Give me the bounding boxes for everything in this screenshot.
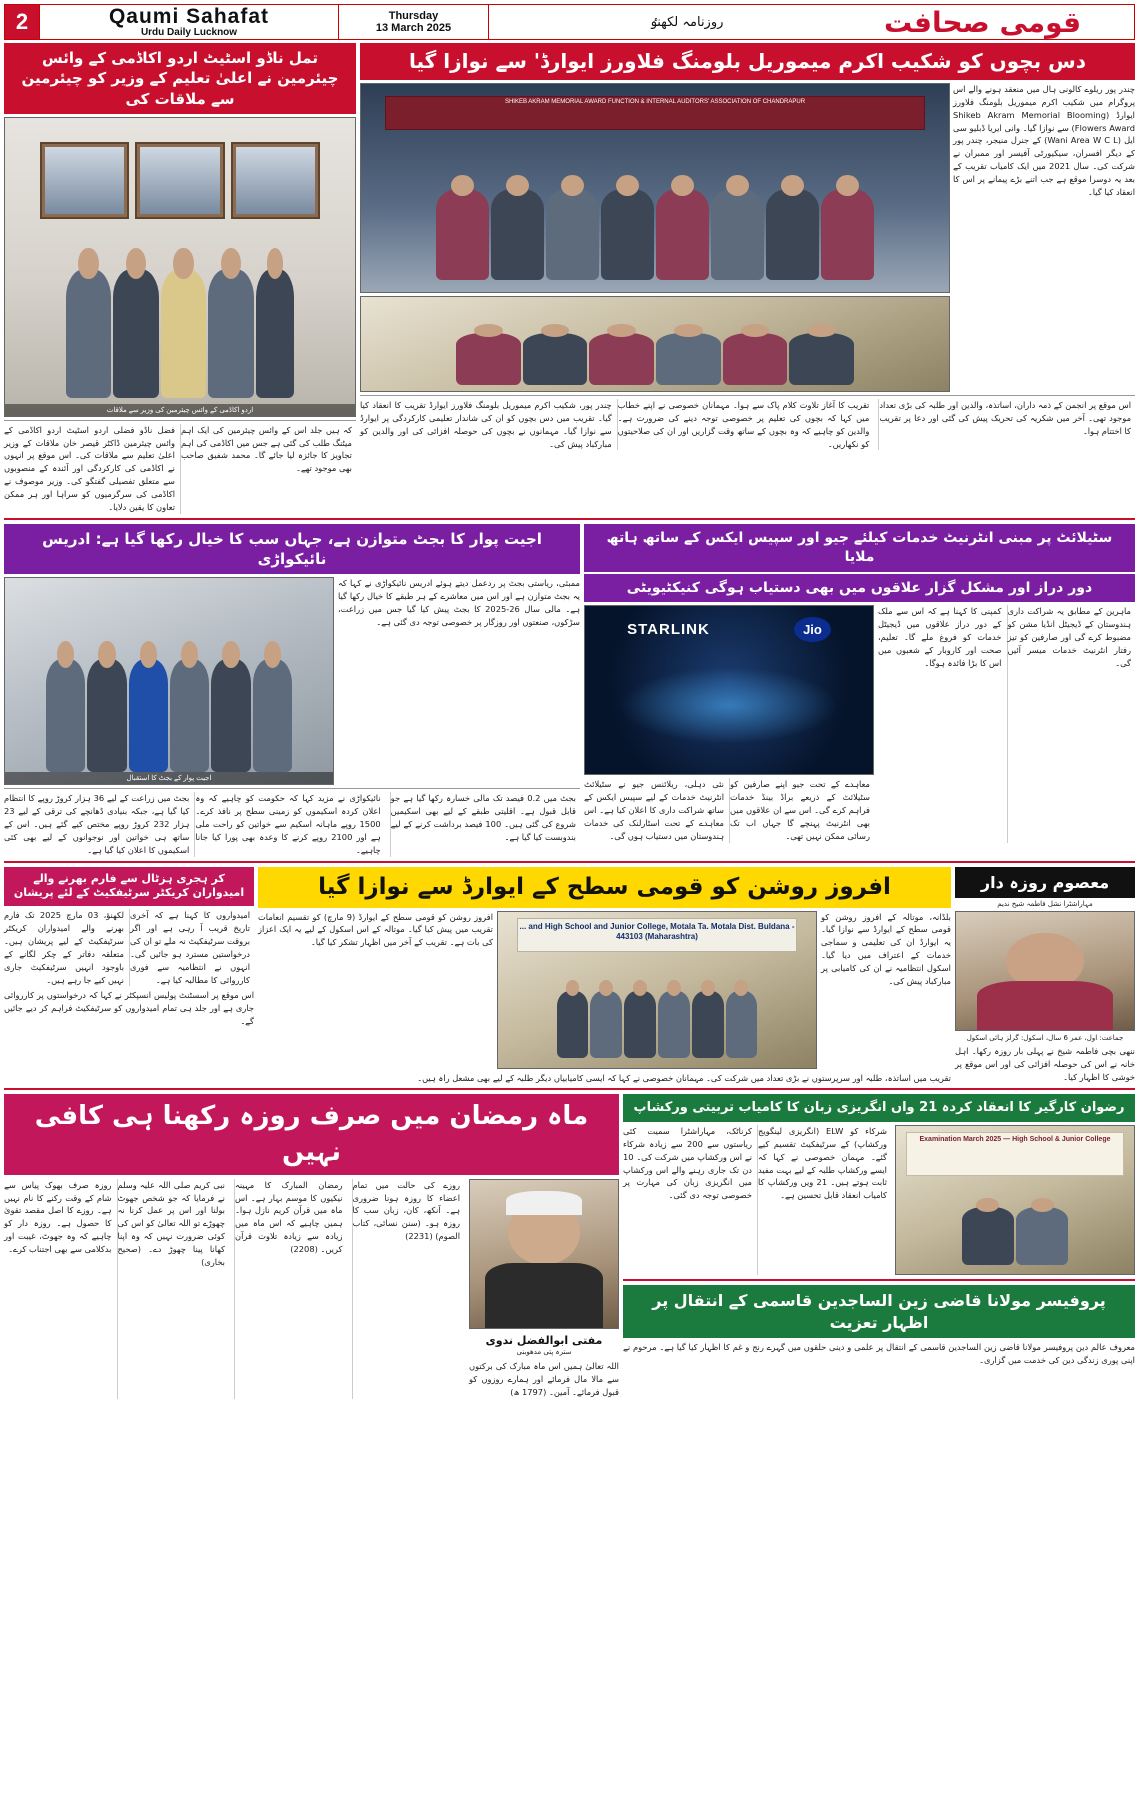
meeting-body-col1: فضل ناڈو فضلی اردو اسٹیٹ اردو اکاڈمی کے وائس چیئرمین ڈاکٹر قیصر خان ملاقات کے وزیر اعلیٰ تعلیم سے ملاقات کی۔ اس موقع پر انہوں نے اکاڈمی کی کارکردگی اور آئندہ کے منصوبوں سے متعلق تفصیلی گفتگو کی۔ وزیر موصوف نے اکاڈمی کی سرگرمیوں کو سراہا اور ہر ممکن تعاون کا یقین دلایا۔: [4, 424, 175, 512]
satellite-col4: ماہرین کے مطابق یہ شراکت داری ہندوستان کے ڈیجیٹل انڈیا مشن کو مضبوط کرے گی اور صارفین کو تیز رفتار انٹرنیٹ خدمات میسر آئیں گی۔: [1007, 605, 1136, 842]
award-col1: چندر پور، شکیب اکرم میموریل بلومنگ فلاورز ایوارڈ تقریب کا انعقاد کیا گیا۔ تقریب میں دس بچوں کو ان کی شاندار تعلیمی کارکردگی پر ایوارڈ سے نوازا گیا۔ مہمانوں نے بچوں کی حوصلہ افزائی کی اور والدین کو مبارکباد پیش کی۔: [360, 400, 612, 449]
award-photo-children: [360, 296, 950, 392]
masthead-subtitle: روزنامہ لکھنٶ: [649, 14, 724, 30]
article-rozadar: [955, 867, 1135, 1085]
rozadar-caption: جماعت: اول، عمر 6 سال، اسکول: گرلز ہائی اسکول: [966, 1034, 1124, 1043]
article-award: [360, 43, 1135, 514]
condolence-headline: پروفیسر مولانا قاضی زین الساجدین قاسمی کے انتقال پر اظہار تعزیت: [623, 1285, 1135, 1338]
satellite-headline-1: سٹیلائٹ پر مبنی انٹرنیٹ خدمات کیلئے جیو اور سپیس ایکس کے ساتھ ہاتھ ملایا: [584, 524, 1135, 572]
date-label: 13 March 2025: [375, 22, 452, 34]
logo-title: Qaumi Sahafat: [108, 4, 270, 28]
award-banner: [385, 96, 926, 129]
handshake-graphic: [620, 667, 839, 744]
award-col4: چندر پور ریلوے کالونی ہال میں منعقد ہونے والے اس پروگرام میں شکیب اکرم میموریل بلومنگ فلاورز ایوارڈ (Shikeb Akram Memorial Blooming Flowers Award) سے نوازا گیا۔ وانی ایریا ڈبلیو سی ایل (Wani Area W C L) کے جنرل منیجر، چندر پور کے دیگر افسران، سیکیورٹی آفیسر اور ممبران نے شرکت کی۔ سال 2021 میں ایک کامیاب تقریب کے بعد یہ دوسرا موقع ہے جب اتنے بڑے پیمانے پر اس کا انعقاد کیا گیا۔: [953, 84, 1136, 197]
hospital-headline: کر ہجری ہزٹال سے فارم بھرنے والے امیدواران کریکٹر سرٹیفکیٹ کے لئے پریشان: [4, 867, 254, 907]
meeting-headline: تمل ناڈو اسٹیٹ اردو اکاڈمی کے وائس چیئرمین نے اعلیٰ تعلیم کے وزیر کو چیئرمین سے ملاقات کی: [4, 43, 356, 114]
article-hospital: [4, 867, 254, 1085]
meeting-photo: [4, 117, 356, 417]
afroz-col2: تقریب میں اساتذہ، طلبہ اور سرپرستوں نے بڑی تعداد میں شرکت کی۔ مہمانان خصوصی نے کہا کہ ایسی کامیابیاں دیگر طلبہ کے لیے بھی مشعل راہ ہیں۔: [417, 1072, 951, 1083]
satellite-photo: [584, 605, 874, 775]
condolence-body: معروف عالم دین پروفیسر مولانا قاضی زین الساجدین قاسمی کے انتقال پر علمی و دینی حلقوں میں گہرے رنج و غم کا اظہار کیا گیا ہے۔ مرحوم نے اپنی پوری زندگی دین کی خدمت میں گزاری۔: [623, 1342, 1135, 1366]
article-training: [623, 1094, 1135, 1275]
meeting-photo-caption: اردو اکاڈمی کے وائس چیئرمین کی وزیر سے ملاقات: [5, 404, 355, 416]
ramzan-author-name: مفتی ابوالفضل ندوی: [485, 1333, 603, 1347]
region-top: [4, 43, 1135, 514]
masthead-title-urdu: قومی صحافت: [884, 5, 1082, 39]
budget-photo: [4, 577, 334, 785]
hospital-col3: اس موقع پر اسسٹنٹ پولیس انسپکٹر نے کہا کہ درخواستوں پر کارروائی جاری ہے اور جلد ہی تمام امیدواروں کو سرٹیفکیٹ فراہم کر دیے جائیں گے۔: [4, 990, 254, 1027]
newspaper-logo: [39, 5, 339, 39]
article-ramzan: [4, 1094, 619, 1398]
award-col2: تقریب کا آغاز تلاوت کلام پاک سے ہوا۔ مہمانان خصوصی نے اپنے خطاب میں کہا کہ بچوں کی تعلیم پر خصوصی توجہ دینے کی ضرورت ہے۔ والدین کو چاہیے کہ وہ بچوں کے ساتھ وقت گزاریں اور ان کی صلاحیتوں کو نکھاریں۔: [617, 399, 874, 450]
afroz-col3: افروز روشن کو قومی سطح کے ایوارڈ (9 مارچ) کو تقسیم انعامات تقریب میں پیش کیا گیا۔ موتالہ کے اس اسکول کے لیے یہ ایک اعزاز کی بات ہے۔ تقریب کے آخر میں اظہار تشکر کیا گیا۔: [258, 911, 494, 948]
article-condolence: [623, 1285, 1135, 1367]
afroz-col1: بلڈانہ، موتالہ کے افروز روشن کو قومی سطح کے ایوارڈ سے نوازا گیا۔ یہ ایوارڈ ان کی تعلیمی و سماجی خدمات کے اعتراف میں دیا گیا۔ اسکول انتظامیہ نے ان کی کامیابی پر مبارکباد پیش کی۔: [821, 911, 951, 986]
budget-col3: نائیکواڑی نے مزید کہا کہ حکومت کو چاہیے کہ وہ اعلان کردہ اسکیموں کو زمینی سطح پر نافذ کرے۔ 1500 روپے ماہانہ اسکیم سے خواتین کو راحت ملی ہے اور 2100 روپے کرنے کا وعدہ بھی پورا کیا جانا چاہیے۔: [194, 792, 384, 856]
article-meeting: [4, 43, 356, 514]
budget-col2: بجٹ میں زراعت کے لیے 36 ہزار کروڑ روپے کا انتظام کیا گیا ہے، جبکہ بنیادی ڈھانچے کی ترقی کے لیے 23 ہزار 232 کروڑ روپے مختص کیے گئے ہیں۔ اس کے ساتھ ہی خواتین اور نوجوانوں کے لیے بھی کئی اسکیموں کا اعلان کیا گیا ہے۔: [4, 793, 190, 855]
ramzan-author-photo: [469, 1179, 619, 1329]
rozadar-portrait: [955, 911, 1135, 1031]
masthead: [4, 4, 1135, 40]
satellite-col3: کمپنی کا کہنا ہے کہ اس سے ملک کے دور دراز علاقوں میں ڈیجیٹل خدمات کو فروغ ملے گا۔ تعلیم، صحت اور کاروبار کے شعبوں میں اس کا بڑا فائدہ ہوگا۔: [878, 606, 1002, 668]
right-bottom-stack: [623, 1094, 1135, 1398]
page-number: 2: [5, 5, 39, 39]
ramzan-author-place: سترہ پتی مدھوبنی: [516, 1348, 572, 1357]
afroz-headline: افروز روشن کو قومی سطح کے ایوارڈ سے نوازا گیا: [258, 867, 951, 908]
ramzan-col4: روزے کی حالت میں تمام اعضاء کا روزہ ہونا ضروری ہے۔ آنکھ، کان، زبان سب کا روزہ ہو۔ (سنن نسائی، کتاب الصوم) (2231): [352, 1179, 465, 1399]
logo-subtitle: Urdu Daily Lucknow: [140, 26, 238, 38]
region-third: [4, 867, 1135, 1085]
budget-col4: بجٹ میں 0.2 فیصد تک مالی خسارہ رکھا گیا ہے جو قابل قبول ہے۔ اقلیتی طبقے کے لیے بھی اسکیمیں شروع کی گئی ہیں۔ 100 فیصد برداشت کرنے کے لیے بندوبست کیا گیا ہے۔: [390, 792, 580, 856]
afroz-banner-text: ... and High School and Junior College, Motala Ta. Motala Dist. Buldana - 443103 (Maharashtra): [519, 921, 795, 942]
article-budget: [4, 524, 580, 857]
training-photo-caption: Examination March 2025 — High School & Junior College: [919, 1135, 1111, 1143]
ramzan-headline: ماہ رمضان میں صرف روزہ رکھنا ہی کافی نہیں: [4, 1094, 619, 1174]
day-label: Thursday: [388, 10, 439, 22]
publication-date: [339, 5, 489, 39]
article-satellite: [584, 524, 1135, 857]
satellite-headline-2: دور دراز اور مشکل گزار علاقوں میں بھی دستیاب ہوگی کنیکٹیویٹی: [584, 574, 1135, 603]
budget-col1: ممبئی، ریاستی بجٹ پر ردعمل دیتے ہوئے ادریس نائیکواڑی نے کہا کہ یہ بجٹ متوازن ہے اور اس میں معاشرے کے ہر طبقے کا خیال رکھا گیا ہے۔ مالی سال 26-2025 کا بجٹ پیش کیا گیا جس میں زراعت، سڑکوں، صنعتوں اور روزگار پر خصوصی توجہ دی گئی ہے۔: [338, 578, 580, 627]
training-col1: کرناٹک، مہاراشٹرا سمیت کئی ریاستوں سے 200 سے زیادہ شرکاء نے اس ورکشاپ میں شرکت کی۔ 10 دن تک جاری رہنے والے اس ورکشاپ میں انگریزی زبان کی مہارت پر خصوصی توجہ دی گئی۔: [623, 1126, 752, 1201]
training-col2: شرکاء کو ELW (انگریزی لینگویج ورکشاپ) کے سرٹیفکیٹ تقسیم کیے گئے۔ مہمان خصوصی نے کہا کہ ایسے ورکشاپ طلبہ کے لیے بہت مفید ثابت ہوتے ہیں۔ 21 ویں ورکشاپ کا کامیاب انعقاد قابل تحسین ہے۔: [757, 1125, 891, 1275]
starlink-logo: STARLINK: [627, 620, 710, 638]
ramzan-col3: رمضان المبارک کا مہینہ نیکیوں کا موسم بہار ہے۔ اس ماہ میں قرآن کریم نازل ہوا۔ ہمیں چاہیے کہ اس ماہ میں زیادہ سے زیادہ تلاوت قرآن کریں۔ (2208): [234, 1179, 347, 1399]
region-bottom: [4, 1094, 1135, 1398]
meeting-body-col2: کہ ہیں جلد اس کے وائس چیئرمین کی ایک اہم میٹنگ طلب کی گئی ہے جس میں اکاڈمی کی اہم تجاویز کا جائزہ لیا جائے گا۔ محمد شفیق صاحب بھی موجود تھے۔: [180, 424, 356, 514]
satellite-col2: معاہدے کے تحت جیو اپنے صارفین کو سٹیلائٹ کے ذریعے براڈ بینڈ خدمات فراہم کرے گی۔ اس سے ان علاقوں میں بھی انٹرنیٹ پہنچے گا جہاں اب تک رسائی ممکن نہیں تھی۔: [729, 778, 874, 842]
ramzan-col5: اللہ تعالیٰ ہمیں اس ماہ مبارک کی برکتوں سے مالا مال فرمائے اور ہمارے روزوں کو قبول فرمائے۔ آمین۔ (1797 ھ): [469, 1361, 619, 1397]
wall-portraits: [40, 142, 320, 219]
afroz-photo: [497, 911, 817, 1069]
award-col3: اس موقع پر انجمن کے ذمہ داران، اساتذہ، والدین اور طلبہ کی بڑی تعداد موجود تھی۔ آخر میں شکریہ کی تحریک پیش کی گئی اور دعا پر تقریب کا اختتام ہوا۔: [878, 399, 1135, 450]
hospital-col1: لکھنؤ، 03 مارچ 2025 تک فارم بھرنے والے امیدواران کریکٹر سرٹیفکیٹ کے لیے پریشان ہیں۔ متعلقہ دفاتر کے چکر لگانے کے باوجود انہیں سرٹیفکیٹ جاری نہیں کیے جا رہے ہیں۔: [4, 910, 124, 985]
ramzan-col1: روزہ صرف بھوک پیاس سے شام کے وقت رکنے کا نام نہیں ہے۔ روزے کا اصل مقصد تقویٰ کا حصول ہے۔ روزہ دار کو چاہیے کہ وہ جھوٹ، غیبت اور بدکلامی سے بھی اجتناب کرے۔: [4, 1179, 112, 1254]
ramzan-col2: نبی کریم صلی اللہ علیہ وسلم نے فرمایا کہ جو شخص جھوٹ بولنا اور اس پر عمل کرنا نہ چھوڑے تو اللہ تعالیٰ کو اس کی کوئی ضرورت نہیں کہ وہ اپنا کھانا پینا چھوڑ دے۔ (صحیح بخاری): [117, 1179, 230, 1399]
hospital-col2: امیدواروں کا کہنا ہے کہ آخری تاریخ قریب آ رہی ہے اور اگر بروقت سرٹیفکیٹ نہ ملے تو ان کی درخواستیں مسترد ہو جائیں گی۔ انہوں نے انتظامیہ سے فوری کارروائی کا مطالبہ کیا ہے۔: [129, 909, 254, 986]
award-headline: دس بچوں کو شکیب اکرم میموریل بلومنگ فلاورز ایوارڈ' سے نوازا گیا: [360, 43, 1135, 80]
article-afroz: [258, 867, 951, 1085]
rozadar-sub: مہاراشٹرا نشل فاطمہ شیخ ندیم: [997, 900, 1093, 909]
jio-logo: Jio: [794, 617, 831, 642]
training-headline: رضوان کارگیر کا انعقاد کردہ 21 واں انگریزی زبان کا کامیاب تربیتی ورکشاپ: [623, 1094, 1135, 1122]
budget-headline: اجیت پوار کا بجٹ متوازن ہے، جہاں سب کا خیال رکھا گیا ہے: ادریس نائیکواڑی: [4, 524, 580, 575]
region-middle: [4, 524, 1135, 857]
budget-photo-caption: اجیت پوار کے بجٹ کا استقبال: [5, 772, 333, 784]
award-photo-main: [360, 83, 950, 293]
rozadar-headline: معصوم روزہ دار: [955, 867, 1135, 899]
training-photo: [895, 1125, 1135, 1275]
award-banner-text: SHIKEB AKRAM MEMORIAL AWARD FUNCTION & INTERNAL AUDITORS' ASSOCIATION OF CHANDRAPUR: [504, 99, 806, 106]
satellite-col1: نئی دہلی، ریلائنس جیو نے سٹیلائٹ انٹرنیٹ خدمات کے لیے سپیس ایکس کے ساتھ شراکت داری کا اعلان کیا ہے۔ اس معاہدے کے تحت اسٹارلنک کی خدمات ہندوستان میں دستیاب ہوں گی۔: [584, 779, 724, 841]
rozadar-body: ننھی بچی فاطمہ شیخ نے پہلی بار روزہ رکھا۔ اہل خانہ نے اس کی حوصلہ افزائی کی اور اس موقع پر خوشی کا اظہار کیا۔: [955, 1046, 1135, 1082]
